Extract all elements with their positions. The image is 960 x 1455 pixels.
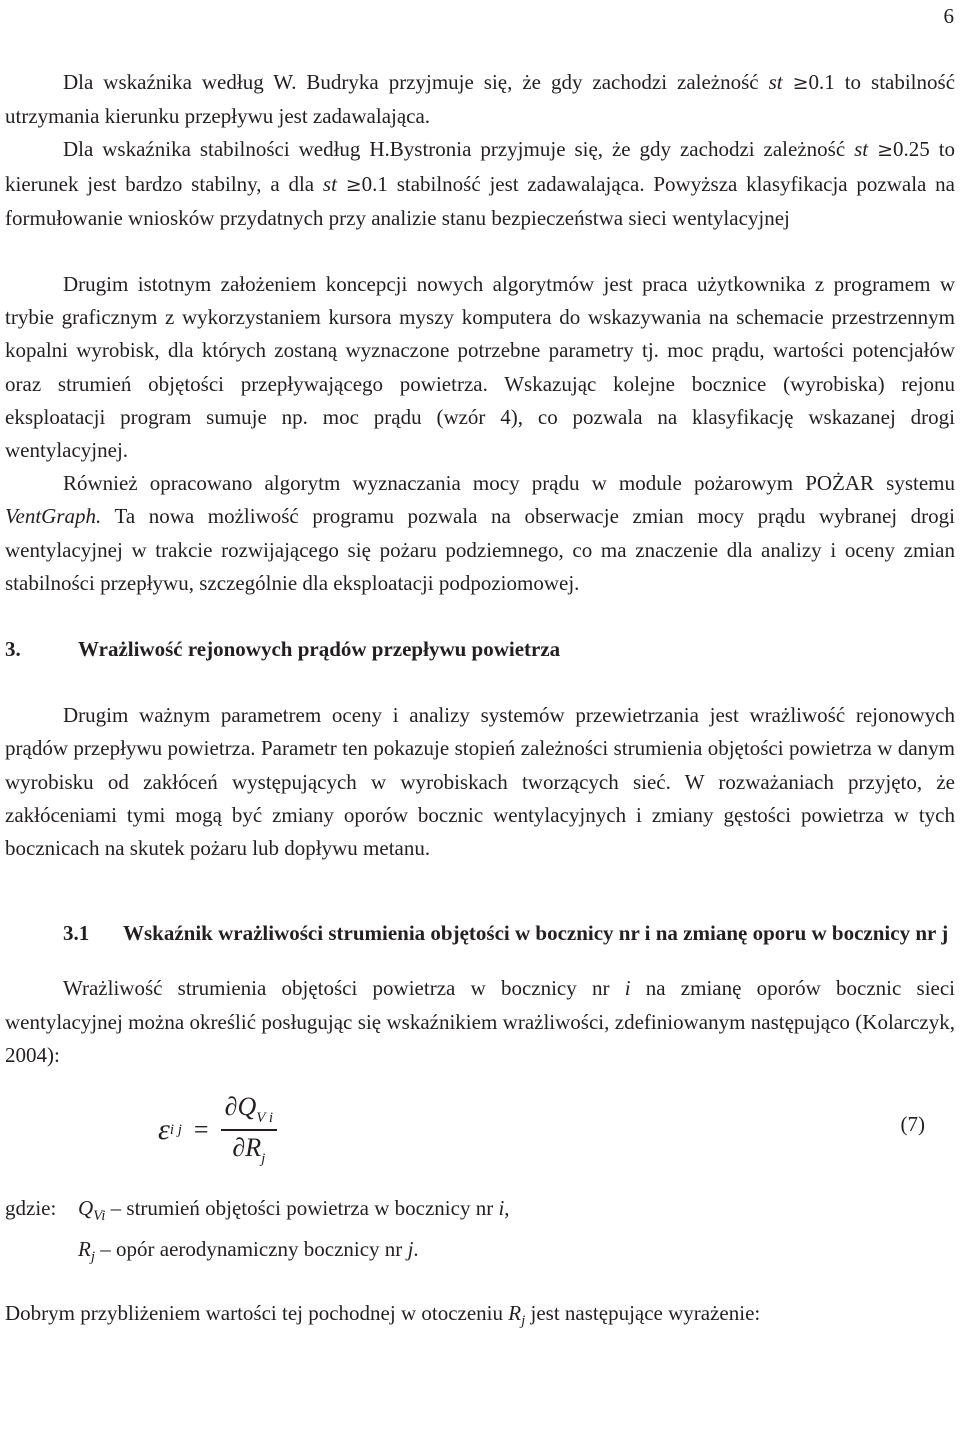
section-number: 3.1 <box>63 921 90 946</box>
paragraph-bystron: Dla wskaźnika stabilności według H.Bystronia przyjmuje się, że gdy zachodzi zależność st ≥0.25 to kierunek jest bardzo stabilny, a dla st ≥0.1 stabilność jest zadawalająca. Powyższa klasyfikacja pozwala na formułowanie wniosków przydatnych przy analizie stanu bezpieczeństwa sieci wentylacyjnej <box>5 137 956 230</box>
page-body <box>5 66 955 1338</box>
section-title: Wrażliwość rejonowych prądów przepływu powietrza <box>78 637 561 662</box>
fraction-numerator: $\partial Q_{V i}$ <box>224 1092 274 1127</box>
paragraph-algorithms: Drugim istotnym założeniem koncepcji nowych algorytmów jest praca użytkownika z programem w trybie graficznym z wykorzystaniem kursora myszy komputera do wskazywania na schemacie przestrzennym kopalni wyrobisk, dla których zostaną wyznaczone potrzebne parametry tj. moc prądu, wartości potencjałów oraz strumień objętości przepływającego powietrza. Wskazując kolejne bocznice (wyrobiska) rejonu eksploatacji program sumuje np. moc prądu (wzór 4), co pozwala na klasyfikację wskazanej drogi wentylacyjnej. <box>5 272 955 463</box>
equals-sign: = <box>193 1115 209 1145</box>
paragraph-approximation: Dobrym przybliżeniem wartości tej pochodnej w otoczeniu $R_j$ jest następujące wyrażenie: <box>5 1300 761 1330</box>
section-3-heading <box>5 633 955 666</box>
paragraph-sensitivity-definition: Wrażliwość strumienia objętości powietrza w bocznicy nr i na zmianę oporów bocznic sieci wentylacyjnej można określić posługując się wskaźnikiem wrażliwości, zdefiniowanym następująco (Kolarczyk, 2004): <box>5 976 956 1067</box>
paragraph-sensitivity: Drugim ważnym parametrem oceny i analizy systemów przewietrzania jest wrażliwość rejonowych prądów przepływu powietrza. Parametr ten pokazuje stopień zależności strumienia objętości powietrza w danym wyrobisku od zakłóceń występujących w wyrobiskach tworzących sieć. W rozważaniach przyjęto, że zakłóceniami tymi mogą być zmiany oporów bocznic wentylacyjnych i zmiany gęstości powietrza w tych bocznicach na skutek pożaru lub dopływu metanu. <box>5 703 955 861</box>
equation-7 <box>5 1082 955 1178</box>
fraction <box>221 1092 277 1167</box>
equation-lhs: ε <box>158 1113 170 1147</box>
definition-r: $R_j$ – opór aerodynamiczny bocznicy nr j. <box>78 1237 419 1266</box>
paragraph-budryk: Dla wskaźnika według W. Budryka przyjmuje się, że gdy zachodzi zależność st ≥0.1 to stabilność utrzymania kierunku przepływu jest zadawalająca. <box>5 70 956 129</box>
section-title: Wskaźnik wrażliwości strumienia objętości w bocznicy nr i na zmianę oporu w bocznicy nr j <box>123 921 949 946</box>
paragraph-fire-module: Również opracowano algorytm wyznaczania mocy prądu w module pożarowym POŻAR systemu VentGraph. Ta nowa możliwość programu pozwala na obserwacje zmian mocy prądu wybranej drogi wentylacyjnej w trakcie rozwijającego się pożaru podziemnego, co ma znaczenie dla analizy i oceny zmian stabilności przepływu, szczególnie dla eksploatacji podpoziomowej. <box>5 471 955 595</box>
fraction-bar <box>221 1129 277 1130</box>
section-3-1-heading <box>5 917 955 950</box>
section-number: 3. <box>5 637 21 662</box>
symbol-definitions <box>5 1192 955 1275</box>
definition-q: $Q_{Vi}$ – strumień objętości powietrza w bocznicy nr i, <box>78 1196 510 1225</box>
where-label: gdzie: <box>5 1196 57 1221</box>
equation-number: (7) <box>900 1112 925 1137</box>
fraction-denominator: $\partial R_j$ <box>232 1132 266 1167</box>
equation-body: ε i j = $\frac{\partial Q_{V i}}{\partial R_j}$ <box>158 1082 277 1178</box>
page-number: 6 <box>943 4 954 28</box>
